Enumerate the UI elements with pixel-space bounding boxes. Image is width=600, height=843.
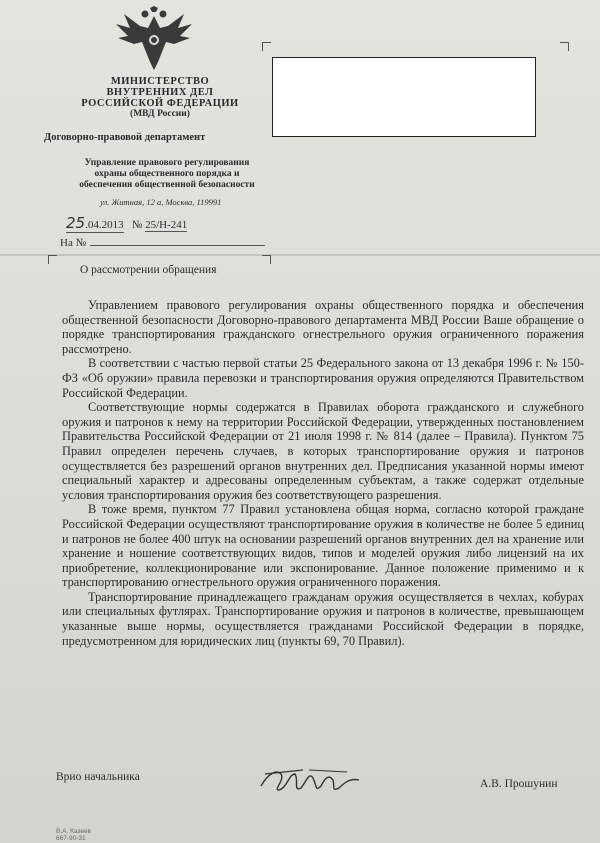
- fold-line: [0, 254, 600, 256]
- outgoing-date-number: [66, 214, 187, 233]
- directorate-name: [62, 158, 272, 191]
- date-month-year: .04.2013: [85, 219, 124, 231]
- outgoing-number: 25/Н-241: [145, 219, 188, 231]
- reply-number-blank: [90, 235, 265, 246]
- redacted-recipient-box: [272, 57, 536, 137]
- body-paragraph: Соответствующие нормы содержатся в Правилах оборота гражданского и служебного оружия и патронов к нему на территории Российской Федерации, утвержденных постановлением Правительства Российской Федерации от 21 июля 1998 г. № 814 (далее – Правила). Пунктом 75 Правил определен перечень случаев, в которых транспортирование оружия и патронов осуществляется без разрешений органов внутренних дел. Предписания указанной нормы имеют специальный характер и адресованы определенным субъектам, а также содержат отдельные условия транспортирования оружия без соответствующего разрешения.: [62, 400, 584, 502]
- directorate-line: обеспечения общественной безопасности: [79, 180, 255, 190]
- ministry-line: РОССИЙСКОЙ ФЕДЕРАЦИИ: [81, 98, 239, 109]
- ministry-line: ВНУТРЕННИХ ДЕЛ: [106, 87, 214, 98]
- department-name: Договорно-правовой департамент: [44, 132, 206, 143]
- body-paragraph: Транспортирование принадлежащего гражданам оружия осуществляется в чехлах, кобурах или специальных футлярах. Транспортирование оружия и патронов в количестве, превышающем указанные выше нормы, осуществляется гражданами Российской Федерации в порядке, предусмотренном для юридических лиц (пункты 69, 70 Правил).: [62, 589, 584, 648]
- directorate-line: охраны общественного порядка и: [94, 169, 240, 179]
- sender-address: ул. Житная, 12 а, Москва, 119991: [100, 197, 222, 207]
- letter-subject: О рассмотрении обращения: [80, 264, 217, 276]
- ministry-name: [60, 76, 260, 120]
- executor-name: В.А. Казеев: [56, 828, 92, 835]
- on-number-label: На №: [60, 237, 87, 249]
- corner-mark: [48, 255, 57, 264]
- corner-mark: [262, 255, 271, 264]
- double-headed-eagle-icon: [112, 6, 196, 74]
- number-label: №: [131, 219, 143, 231]
- corner-mark: [560, 42, 569, 51]
- date-day-handwritten: 25: [66, 214, 86, 232]
- ministry-line: МИНИСТЕРСТВО: [110, 76, 210, 87]
- signer-position: Врио начальника: [56, 771, 140, 783]
- ministry-short: (МВД России): [130, 109, 190, 119]
- body-paragraph: В тоже время, пунктом 77 Правил установлена общая норма, согласно которой граждане Российской Федерации осуществляют транспортирование оружия в количестве не более 5 единиц и патронов не более 400 штук на основании разрешений органов внутренних дел на хранение или хранение и ношение соответствующих видов, типов и моделей оружия либо лицензий на их приобретение, коллекционирование или экспонирование. Данное положение применимо и к транспортированию огнестрельного оружия ограниченного поражения.: [62, 502, 584, 590]
- corner-mark: [262, 42, 271, 51]
- handwritten-signature: [255, 760, 365, 800]
- executor-info: [56, 828, 91, 842]
- signer-name: А.В. Прошунин: [480, 778, 558, 790]
- body-paragraph: В соответствии с частью первой статьи 25 Федерального закона от 13 декабря 1996 г. № 150-ФЗ «Об оружии» правила перевозки и транспортирования оружия определяются Правительством Российской Федерации.: [62, 356, 584, 400]
- body-paragraph: Управлением правового регулирования охраны общественного порядка и обеспечения общественной безопасности Договорно-правового департамента МВД России Ваше обращение о порядке транспортирования гражданского огнестрельного оружия ограниченного поражения рассмотрено.: [62, 298, 584, 356]
- directorate-line: Управление правового регулирования: [84, 158, 250, 168]
- letter-body: [62, 298, 584, 648]
- reply-to-line: [60, 235, 265, 249]
- executor-phone: 667-90-31: [56, 835, 86, 842]
